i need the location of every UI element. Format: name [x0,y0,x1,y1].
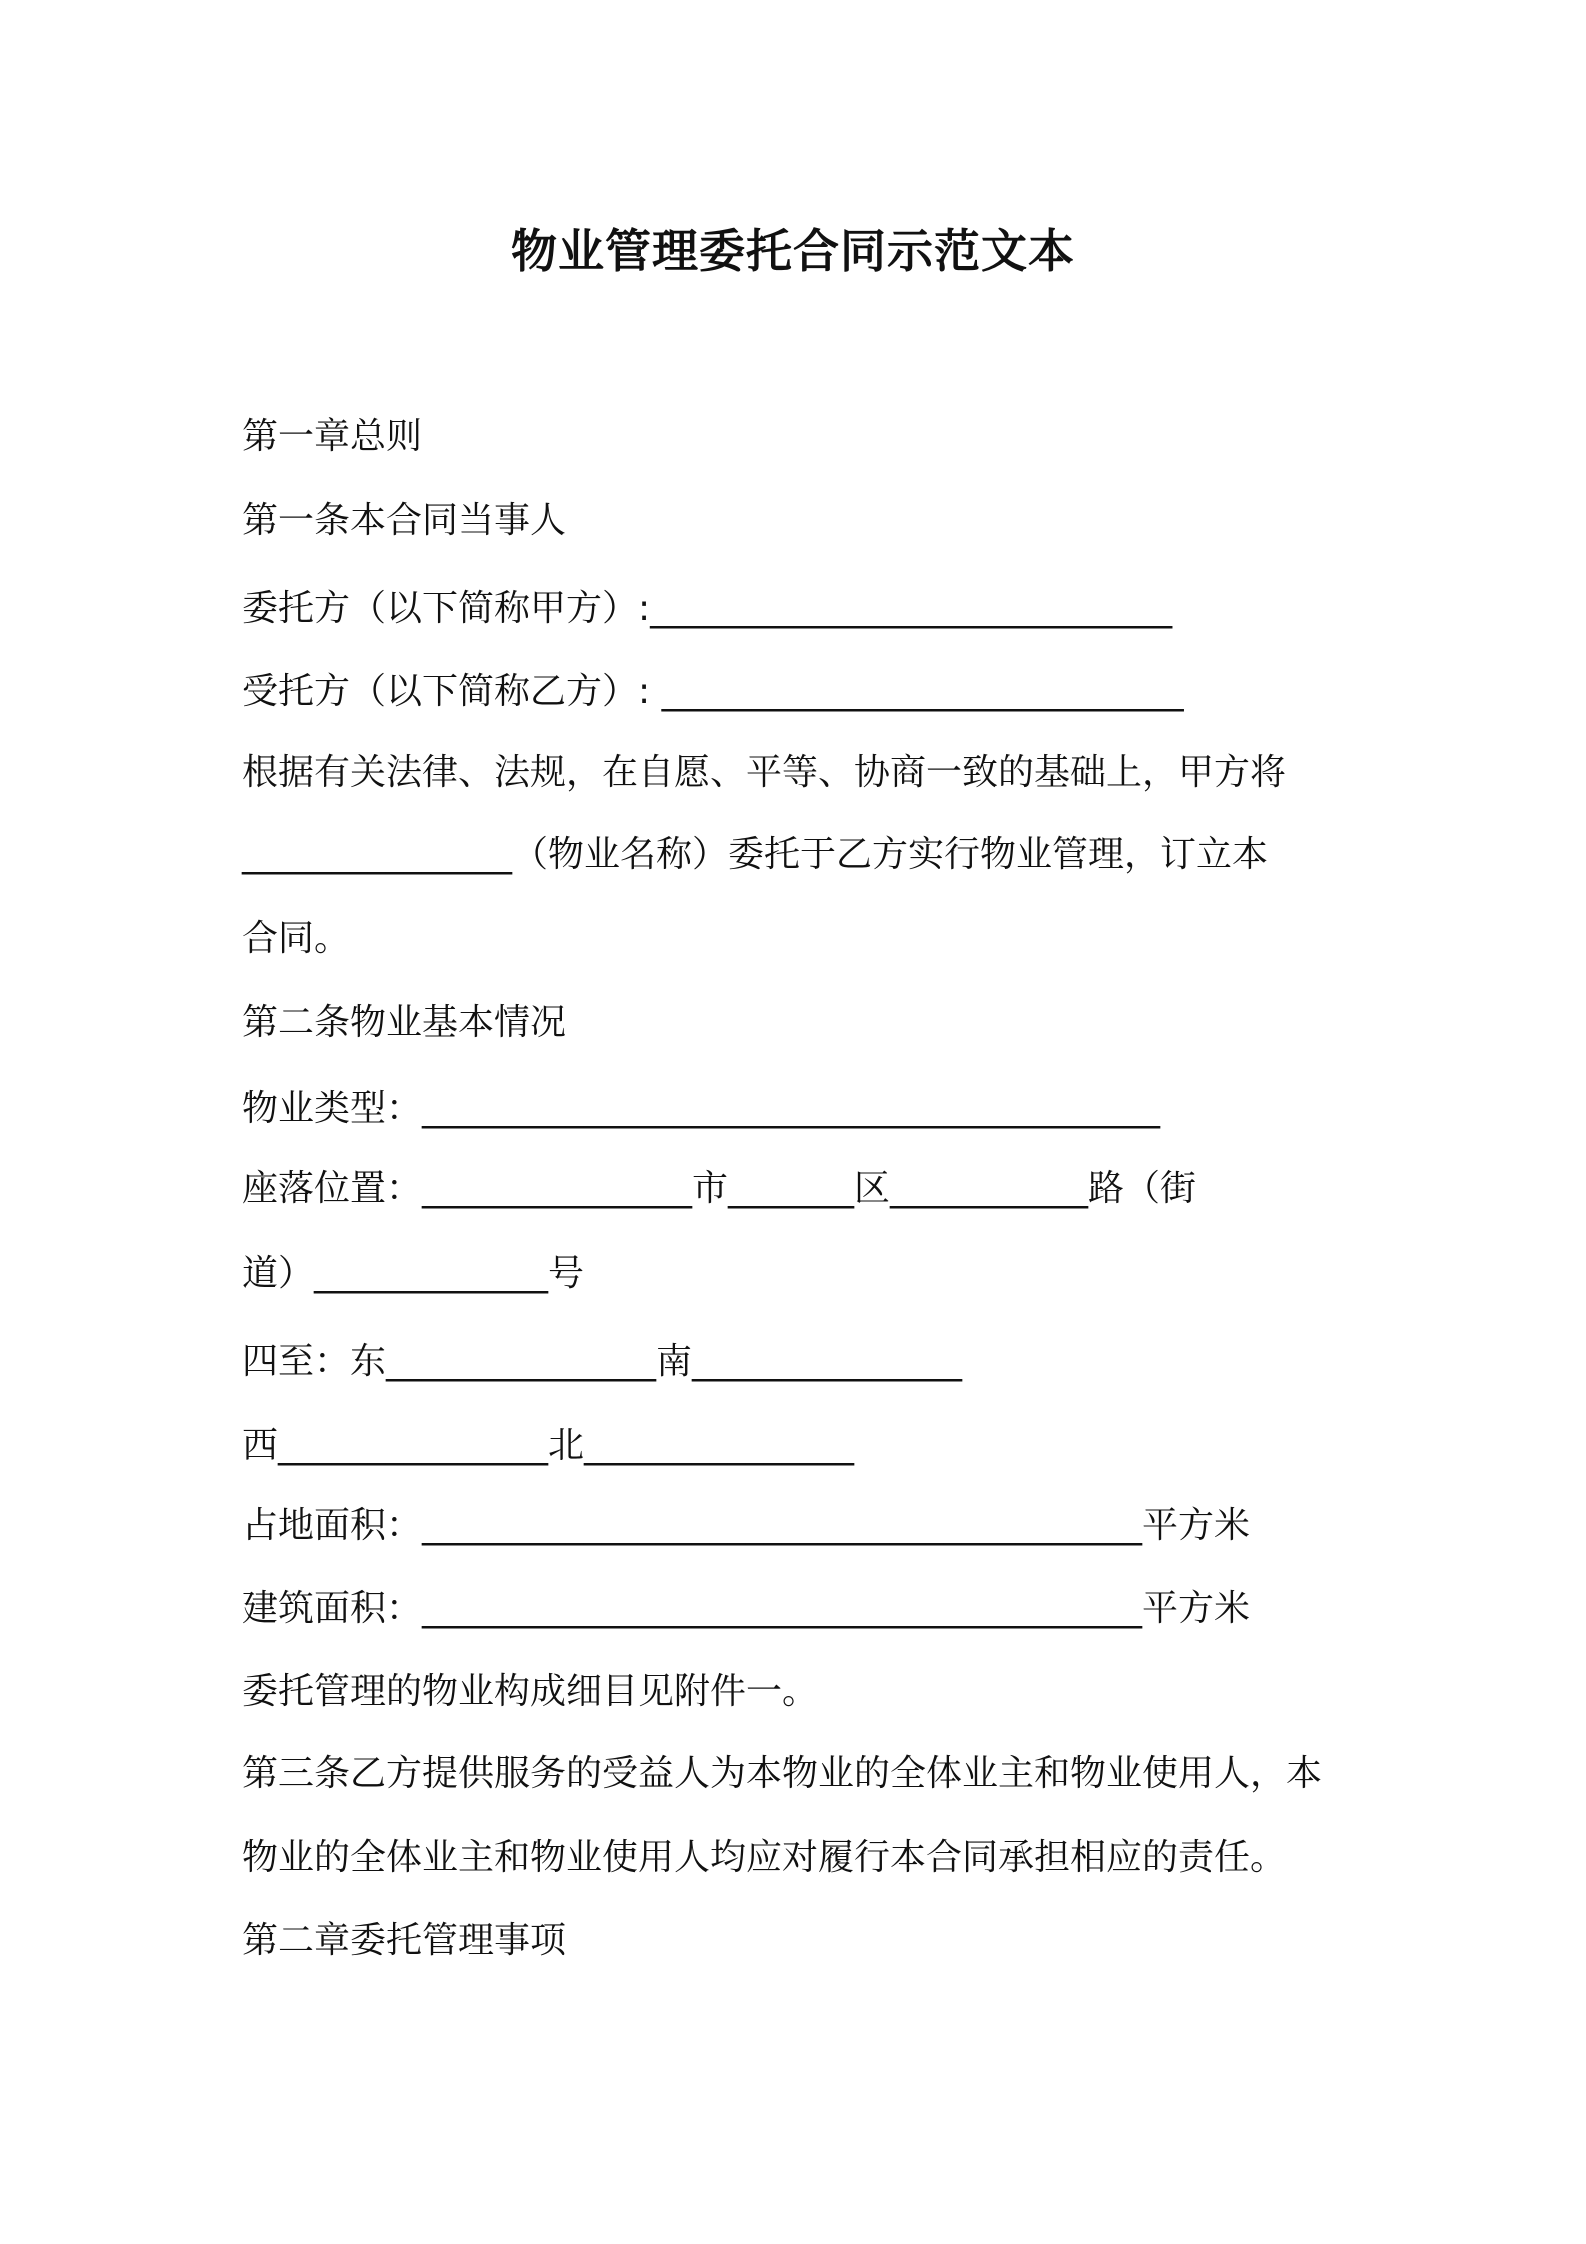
location-line: 道）_____________号 [242,1253,585,1294]
paragraph-line: 委托管理的物业构成细目见附件一。 [242,1671,819,1712]
article-3-line: 物业的全体业主和物业使用人均应对履行本合同承担相应的责任。 [242,1837,1287,1878]
article-3-line: 第三条乙方提供服务的受益人为本物业的全体业主和物业使用人，本 [242,1753,1323,1794]
boundaries-line: 四至：东_______________南_______________ [242,1341,963,1382]
location-line: 座落位置：_______________市_______区___________路（街 [242,1168,1197,1209]
chapter-1-heading: 第一章总则 [242,416,423,457]
paragraph-line: _______________（物业名称）委托于乙方实行物业管理，订立本 [242,834,1269,875]
article-1-heading: 第一条本合同当事人 [242,500,567,541]
article-2-heading: 第二条物业基本情况 [242,1002,567,1043]
land-area-line: 占地面积：________________________________________平方米 [242,1505,1251,1546]
paragraph-line: 根据有关法律、法规，在自愿、平等、协商一致的基础上，甲方将 [242,752,1287,793]
chapter-2-heading: 第二章委托管理事项 [242,1920,567,1961]
building-area-line: 建筑面积：________________________________________平方米 [242,1588,1251,1629]
paragraph-line: 合同。 [242,918,351,959]
document-title: 物业管理委托合同示范文本 [511,224,1075,278]
party-a-line: 委托方（以下简称甲方）:_____________________________ [242,588,1173,629]
property-type-line: 物业类型：_________________________________________ [242,1088,1161,1129]
boundaries-line: 西_______________北_______________ [242,1425,854,1466]
party-b-line: 受托方（以下简称乙方）: _____________________________ [242,671,1184,712]
